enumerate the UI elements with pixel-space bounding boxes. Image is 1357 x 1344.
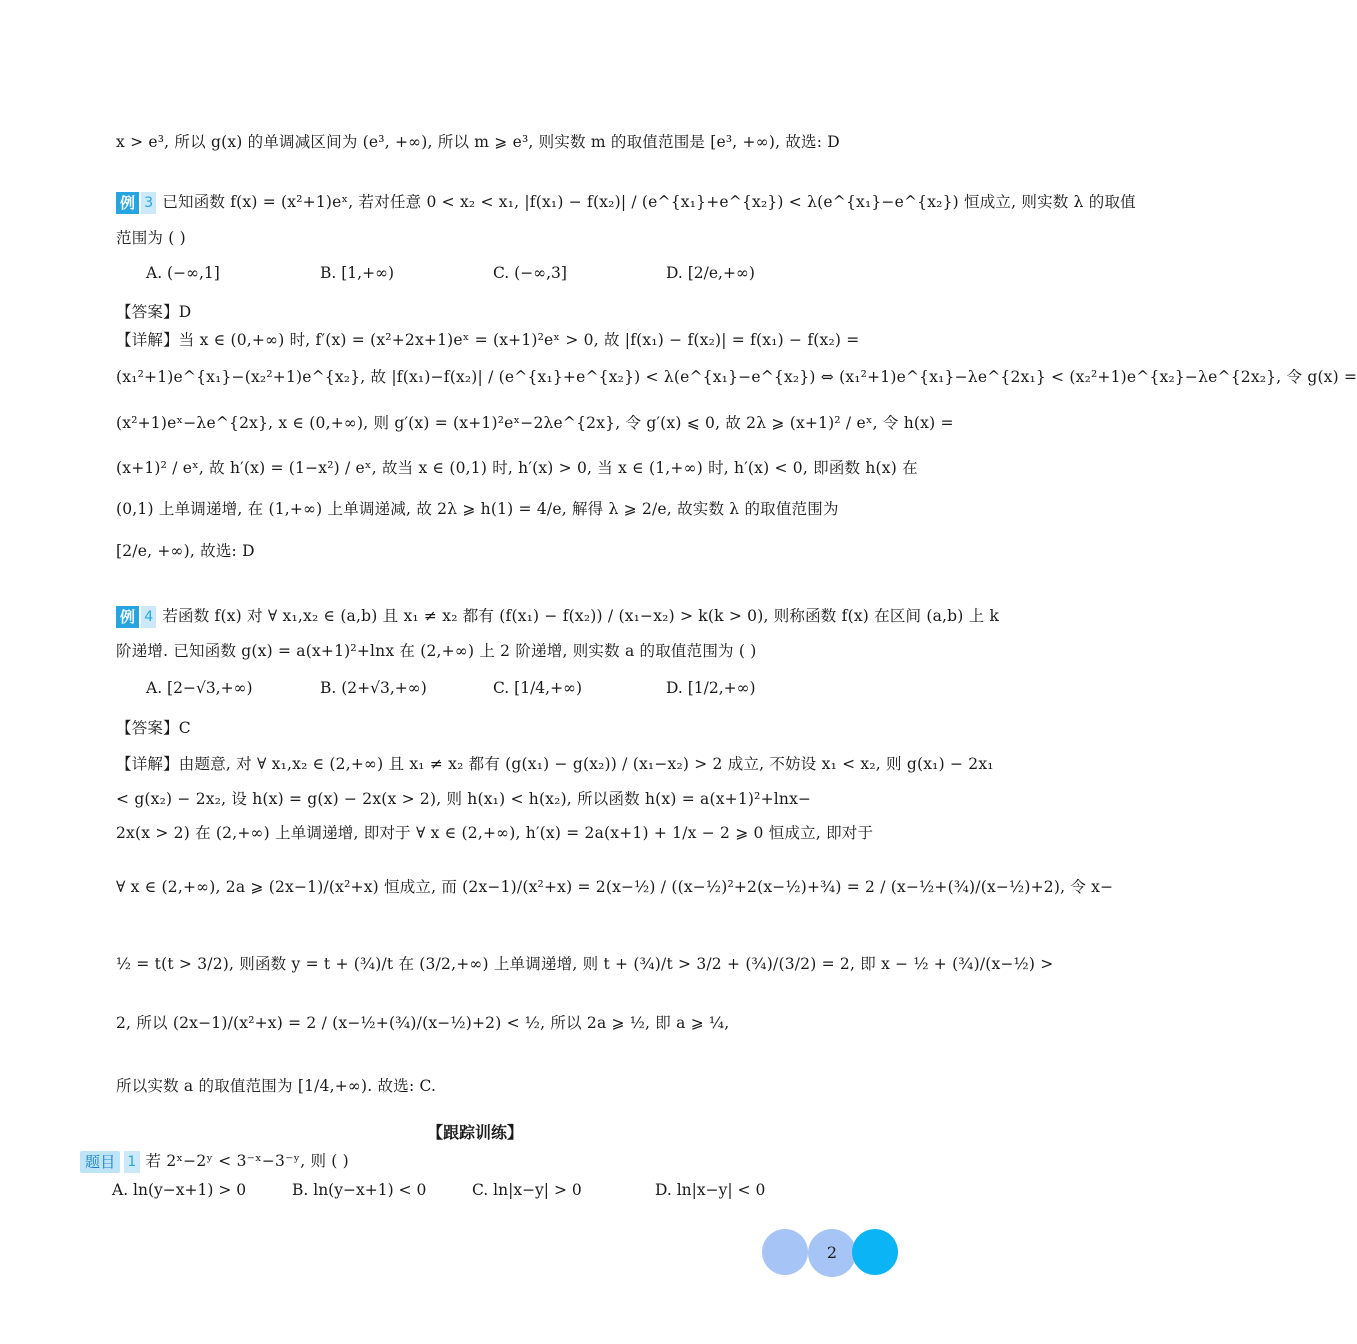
example3-detail-line5: (0,1) 上单调递增, 在 (1,+∞) 上单调递减, 故 2λ ⩾ h(1) = 4/e, 解得 λ ⩾ 2/e, 故实数 λ 的取值范围为 [116,500,839,518]
example4-option-d: D. [1/2,+∞) [666,679,756,697]
previous-solution-tail: x > e³, 所以 g(x) 的单调减区间为 (e³, +∞), 所以 m ⩾ e³, 则实数 m 的取值范围是 [e³, +∞), 故选: D [116,133,840,151]
practice-number: 1 [124,1151,139,1173]
example3-question-line2: 范围为 ( ) [116,229,186,247]
example4-option-a: A. [2−√3,+∞) [146,679,253,697]
practice-option-b: B. ln(y−x+1) < 0 [292,1181,427,1199]
example3-option-d: D. [2/e,+∞) [666,264,755,282]
example3-answer: 【答案】D [116,303,192,321]
example3-question [116,191,1136,214]
example4-detail-line7: 所以实数 a 的取值范围为 [1/4,+∞). 故选: C. [116,1077,437,1095]
example4-question-text: 若函数 f(x) 对 ∀ x₁,x₂ ∈ (a,b) 且 x₁ ≠ x₂ 都有 (f(x₁) − f(x₂)) / (x₁−x₂) > k(k > 0), 则称函数 f(x) 在区间 (a,b) 上 k [162,607,1000,625]
example4-tag: 例 [116,606,139,628]
practice-option-a: A. ln(y−x+1) > 0 [112,1181,247,1199]
example4-question-line2: 阶递增. 已知函数 g(x) = a(x+1)²+lnx 在 (2,+∞) 上 2 阶递增, 则实数 a 的取值范围为 ( ) [116,642,757,660]
example3-question-text: 已知函数 f(x) = (x²+1)eˣ, 若对任意 0 < x₂ < x₁, |f(x₁) − f(x₂)| / (e^{x₁}+e^{x₂}) < λ(e^{x₁}−e^{x₂}) 恒成立, 则实数 λ 的取值 [162,193,1136,211]
example4-detail-line6: 2, 所以 (2x−1)/(x²+x) = 2 / (x−½+(¾)/(x−½)+2) < ½, 所以 2a ⩾ ½, 即 a ⩾ ¼, [116,1014,730,1032]
practice-option-d: D. ln|x−y| < 0 [655,1181,766,1199]
example4-detail-line5: ½ = t(t > 3/2), 则函数 y = t + (¾)/t 在 (3/2,+∞) 上单调递增, 则 t + (¾)/t > 3/2 + (¾)/(3/2) = 2, 即 x − ½ + (¾)/(x−½) > [116,955,1054,973]
example3-tag: 例 [116,192,139,214]
practice-tag: 题目 [80,1151,120,1173]
page-decor-circle-right [852,1229,898,1275]
example3-detail-line1: 【详解】当 x ∈ (0,+∞) 时, f′(x) = (x²+2x+1)eˣ = (x+1)²eˣ > 0, 故 |f(x₁) − f(x₂)| = f(x₁) − f(x₂) = [116,331,860,349]
practice-question [80,1150,870,1173]
example4-detail-line1: 【详解】由题意, 对 ∀ x₁,x₂ ∈ (2,+∞) 且 x₁ ≠ x₂ 都有 (g(x₁) − g(x₂)) / (x₁−x₂) > 2 成立, 不妨设 x₁ < x₂, 则 g(x₁) − 2x₁ [116,755,994,773]
practice-option-c: C. ln|x−y| > 0 [472,1181,582,1199]
practice-heading: 【跟踪训练】 [426,1123,523,1142]
example4-detail-line2: < g(x₂) − 2x₂, 设 h(x) = g(x) − 2x(x > 2), 则 h(x₁) < h(x₂), 所以函数 h(x) = a(x+1)²+lnx− [116,790,812,808]
example3-detail-line4: (x+1)² / eˣ, 故 h′(x) = (1−x²) / eˣ, 故当 x ∈ (0,1) 时, h′(x) > 0, 当 x ∈ (1,+∞) 时, h′(x) < 0, 即函数 h(x) 在 [116,459,918,477]
practice-question-text: 若 2ˣ−2ʸ < 3⁻ˣ−3⁻ʸ, 则 ( ) [145,1152,349,1170]
page-number: 2 [826,1243,838,1262]
example3-detail-line6: [2/e, +∞), 故选: D [116,542,255,560]
page-decor-circle-left [762,1229,808,1275]
example4-option-c: C. [1/4,+∞) [493,679,583,697]
example3-option-b: B. [1,+∞) [320,264,395,282]
example4-option-b: B. (2+√3,+∞) [320,679,427,697]
example4-detail-line4: ∀ x ∈ (2,+∞), 2a ⩾ (2x−1)/(x²+x) 恒成立, 而 (2x−1)/(x²+x) = 2(x−½) / ((x−½)²+2(x−½)+¾) = 2 / (x−½+(¾)/(x−½)+2), 令 x− [116,878,1114,896]
example4-question [116,605,1000,628]
example3-number: 3 [141,192,156,214]
example3-option-c: C. (−∞,3] [493,264,567,282]
example3-detail-line3: (x²+1)eˣ−λe^{2x}, x ∈ (0,+∞), 则 g′(x) = (x+1)²eˣ−2λe^{2x}, 令 g′(x) ⩽ 0, 故 2λ ⩾ (x+1)² / eˣ, 令 h(x) = [116,414,954,432]
example3-option-a: A. (−∞,1] [146,264,220,282]
example3-detail-line2: (x₁²+1)e^{x₁}−(x₂²+1)e^{x₂}, 故 |f(x₁)−f(x₂)| / (e^{x₁}+e^{x₂}) < λ(e^{x₁}−e^{x₂}) ⇔ (x₁²+1)e^{x₁}−λe^{2x₁} < (x₂²+1)e^{x₂}−λe^{2x₂}, 令 g(x) = [116,368,1357,386]
example4-detail-line3: 2x(x > 2) 在 (2,+∞) 上单调递增, 即对于 ∀ x ∈ (2,+∞), h′(x) = 2a(x+1) + 1/x − 2 ⩾ 0 恒成立, 即对于 [116,824,874,842]
example4-number: 4 [141,606,156,628]
example4-answer: 【答案】C [116,719,191,737]
